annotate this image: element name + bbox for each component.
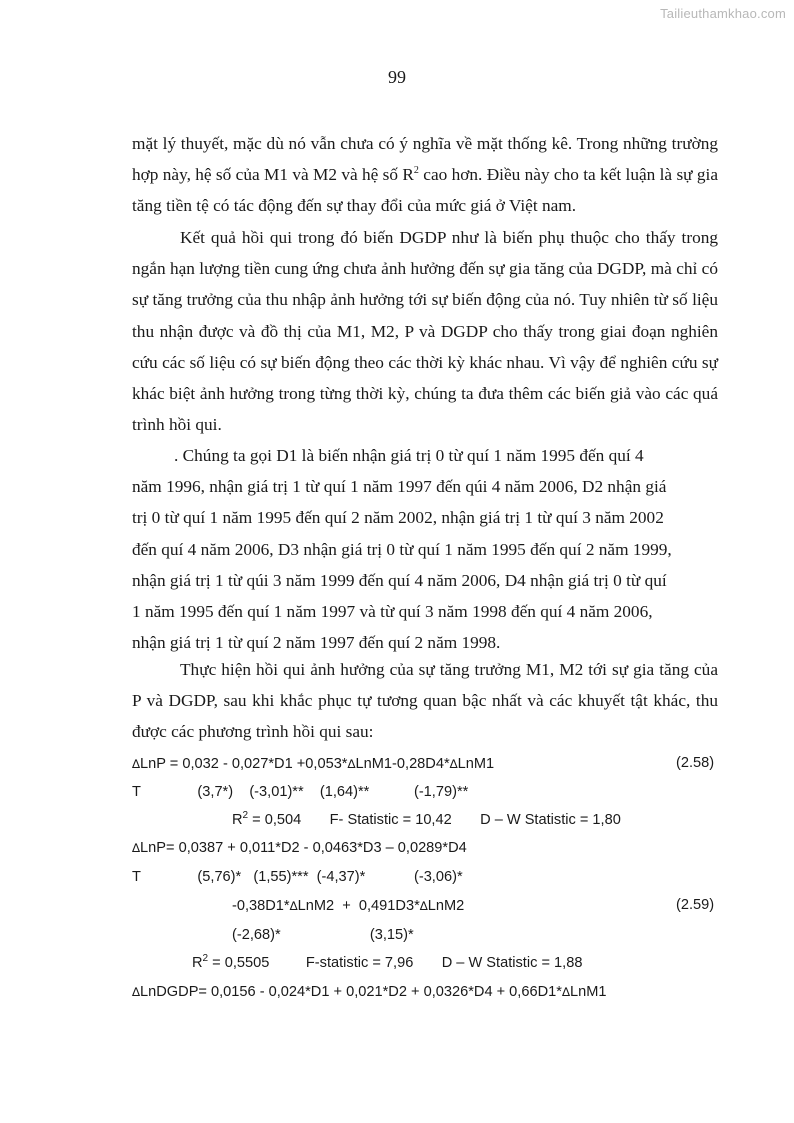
r-squared-superscript: 2 — [242, 810, 249, 822]
page-number: 99 — [388, 67, 406, 87]
r-squared-label: R — [232, 812, 243, 828]
stats-text: = 0,504 F- Statistic = 10,42 D – W Statistic = 1,80 — [248, 812, 621, 828]
paragraph-3-line: nhận giá trị 1 từ quí 2 năm 1997 đến quí 2 năm 1998. — [132, 633, 501, 653]
t-statistics-row: T (5,76)* (1,55)*** (-4,37)* (-3,06)* — [132, 869, 463, 885]
equation-number: (2.58) — [676, 755, 715, 771]
paragraph-3-line: 1 năm 1995 đến quí 1 năm 1997 và từ quí 3 năm 1998 đến quí 4 năm 2006, — [132, 602, 653, 622]
equation-text: LnM2 + 0,491D3* — [297, 898, 420, 914]
delta-symbol: ∆ — [419, 899, 428, 913]
paragraph-3-line: trị 0 từ quí 1 năm 1995 đến quí 2 năm 2002, nhận giá trị 1 từ quí 3 năm 2002 — [132, 508, 664, 528]
delta-symbol: ∆ — [347, 757, 356, 771]
equation-text: LnM2 — [427, 898, 465, 914]
equation-text: LnDGDP= 0,0156 - 0,024*D1 + 0,021*D2 + 0,0326*D4 + 0,66D1* — [140, 984, 562, 1000]
r-squared-stats — [232, 811, 621, 829]
delta-symbol: ∆ — [449, 757, 458, 771]
t-statistics-row: T (3,7*) (-3,01)** (1,64)** (-1,79)** — [132, 784, 469, 800]
delta-symbol: ∆ — [289, 899, 298, 913]
equation-2-59-line-2 — [232, 897, 464, 915]
delta-symbol: ∆ — [132, 757, 141, 771]
paragraph-3 — [132, 440, 732, 658]
delta-symbol: ∆ — [132, 841, 141, 855]
delta-symbol: ∆ — [561, 985, 570, 999]
r-squared-stats — [192, 954, 582, 972]
paragraph-1-text-a: mặt lý thuyết, mặc dù nó vẫn chưa có ý nghĩa về mặt thống kê. Trong những trường hợp này, hệ số của M1 và M2 và hệ số R — [132, 134, 718, 185]
equation-text: -0,38D1* — [232, 898, 290, 914]
t-statistics-row: (-2,68)* (3,15)* — [232, 927, 414, 943]
equation-text: LnP= 0,0387 + 0,011*D2 - 0,0463*D3 – 0,0289*D4 — [140, 840, 467, 856]
paragraph-3-line: . Chúng ta gọi D1 là biến nhận giá trị 0 từ quí 1 năm 1995 đến quí 4 — [174, 446, 644, 465]
paragraph-1 — [132, 128, 718, 222]
r-squared-label: R — [192, 955, 203, 971]
r-squared-superscript: 2 — [202, 953, 209, 965]
equation-2-58 — [132, 755, 494, 773]
paragraph-2: Kết quả hồi qui trong đó biến DGDP như là biến phụ thuộc cho thấy trong ngắn hạn lượng tiền cung ứng chưa ảnh hưởng đến sự gia tăng của DGDP, mà chỉ có sự tăng trưởng của thu nhập ảnh hưởng tới sự biến động của nó. Tuy nhiên từ số liệu thu nhận được và đồ thị của M1, M2, P và DGDP cho thấy trong giai đoạn nghiên cứu các số liệu có sự biến động theo các thời kỳ khác nhau. Vì vậy để nghiên cứu sự khác biệt ảnh hưởng trong từng thời kỳ, chúng ta đưa thêm các biến giả vào các quá trình hồi qui. — [132, 228, 718, 435]
stats-text: = 0,5505 F-statistic = 7,96 D – W Statistic = 1,88 — [208, 955, 583, 971]
paragraph-3-line: đến quí 4 năm 2006, D3 nhận giá trị 0 từ quí 1 năm 1995 đến quí 2 năm 1999, — [132, 539, 672, 559]
delta-symbol: ∆ — [132, 985, 141, 999]
equation-dgdp — [132, 983, 606, 1001]
watermark: Tailieuthamkhao.com — [660, 6, 786, 21]
paragraph-3-line: năm 1996, nhận giá trị 1 từ quí 1 năm 1997 đến qúi 4 năm 2006, D2 nhận giá — [132, 477, 667, 497]
equation-2-59 — [132, 839, 467, 857]
equation-text: LnM1 — [457, 756, 495, 772]
equation-text: LnM1-0,28D4* — [355, 756, 450, 772]
paragraph-4: Thực hiện hồi qui ảnh hưởng của sự tăng trưởng M1, M2 tới sự gia tăng của P và DGDP, sau khi khắc phục tự tương quan bậc nhất và các khuyết tật khác, thu được các phương trình hồi qui sau: — [132, 660, 718, 742]
paragraph-3-line: nhận giá trị 1 từ qúi 3 năm 1999 đến quí 4 năm 2006, D4 nhận giá trị 0 từ quí — [132, 570, 667, 590]
equation-text: LnP = 0,032 - 0,027*D1 +0,053* — [140, 756, 348, 772]
paragraph-1-text-b: cao hơn. Điều này cho ta kết luận là sự gia tăng tiền tệ có tác động đến sự thay đổi của mức giá ở Việt nam. — [132, 165, 718, 216]
equation-number: (2.59) — [676, 897, 715, 913]
equation-text: LnM1 — [569, 984, 607, 1000]
r-squared-superscript: 2 — [413, 165, 419, 177]
